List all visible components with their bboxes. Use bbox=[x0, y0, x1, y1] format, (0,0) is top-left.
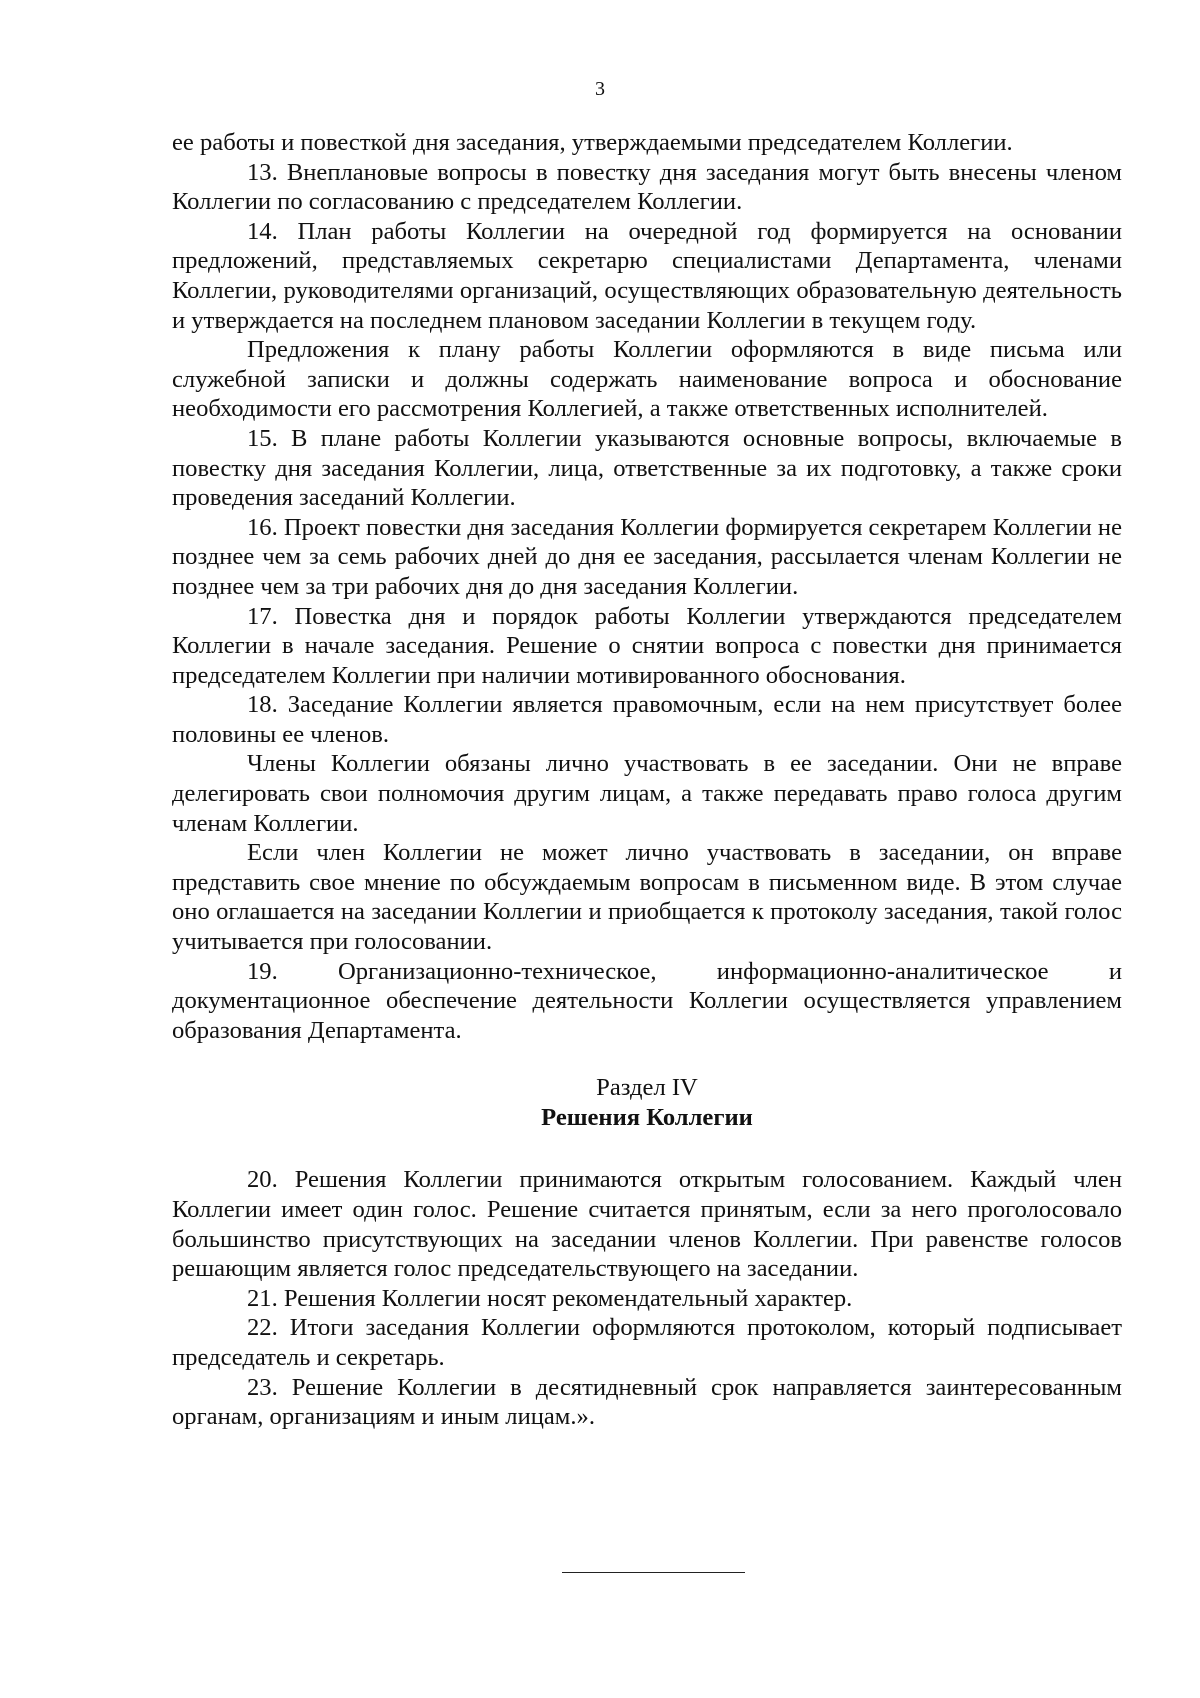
paragraph: Если член Коллегии не может лично участвовать в заседании, он вправе представить свое мнение по обсуждаемым вопросам в письменном виде. В этом случае оно оглашается на заседании Коллегии и приобщается к протоколу заседания, такой голос учитывается при голосовании. bbox=[172, 839, 1122, 956]
section-label: Раздел IV bbox=[596, 1074, 698, 1102]
paragraphs-part1 bbox=[172, 128, 1122, 1045]
paragraph: 21. Решения Коллегии носят рекомендательный характер. bbox=[247, 1284, 853, 1312]
section-heading bbox=[172, 1073, 1122, 1133]
closing-rule bbox=[562, 1572, 745, 1573]
paragraph: 22. Итоги заседания Коллегии оформляются протоколом, который подписывает председатель и секретарь. bbox=[172, 1314, 1122, 1371]
page-number: 3 bbox=[595, 78, 605, 100]
paragraph: 18. Заседание Коллегии является правомочным, если на нем присутствует более половины ее членов. bbox=[172, 691, 1122, 748]
paragraph: 16. Проект повестки дня заседания Коллегии формируется секретарем Коллегии не позднее чем за семь рабочих дней до дня ее заседания, рассылается членам Коллегии не позднее чем за три рабочих дня до дня заседания Коллегии. bbox=[172, 513, 1122, 600]
paragraph: 23. Решение Коллегии в десятидневный срок направляется заинтересованным органам, организациям и иным лицам.». bbox=[172, 1373, 1122, 1431]
paragraph: Предложения к плану работы Коллегии оформляются в виде письма или служебной записки и должны содержать наименование вопроса и обоснование необходимости его рассмотрения Коллегией, а также ответственных исполнителей. bbox=[172, 336, 1122, 423]
paragraph: 14. План работы Коллегии на очередной год формируется на основании предложений, представляемых секретарю специалистами Департамента, членами Коллегии, руководителями организаций, осуществляющих образовательную деятельность и утверждается на последнем плановом заседании Коллегии в текущем году. bbox=[172, 217, 1122, 334]
paragraph: ее работы и повесткой дня заседания, утверждаемыми председателем Коллегии. bbox=[172, 129, 1013, 156]
paragraph: Члены Коллегии обязаны лично участвовать в ее заседании. Они не вправе делегировать свои полномочия другим лицам, а также передавать право голоса другим членам Коллегии. bbox=[172, 750, 1122, 837]
section-title: Решения Коллегии bbox=[541, 1104, 753, 1132]
paragraph: 13. Внеплановые вопросы в повестку дня заседания могут быть внесены членом Коллегии по согласованию с председателем Коллегии. bbox=[172, 158, 1122, 216]
paragraph: 20. Решения Коллегии принимаются открытым голосованием. Каждый член Коллегии имеет один голос. Решение считается принятым, если за него проголосовало большинство присутствующих на заседании членов Коллегии. При равенстве голосов решающим является голос председательствующего на заседании. bbox=[172, 1166, 1122, 1283]
paragraphs-part2 bbox=[172, 1165, 1122, 1431]
paragraph: 17. Повестка дня и порядок работы Коллегии утверждаются председателем Коллегии в начале заседания. Решение о снятии вопроса с повестки дня принимается председателем Коллегии при наличии мотивированного обоснования. bbox=[172, 602, 1122, 689]
paragraph: 19. Организационно-техническое, информационно-аналитическое и документационное обеспечение деятельности Коллегии осуществляется управлением образования Департамента. bbox=[172, 957, 1122, 1044]
paragraph: 15. В плане работы Коллегии указываются основные вопросы, включаемые в повестку дня заседания Коллегии, лица, ответственные за их подготовку, а также сроки проведения заседаний Коллегии. bbox=[172, 424, 1122, 512]
document-body bbox=[172, 128, 1122, 1432]
